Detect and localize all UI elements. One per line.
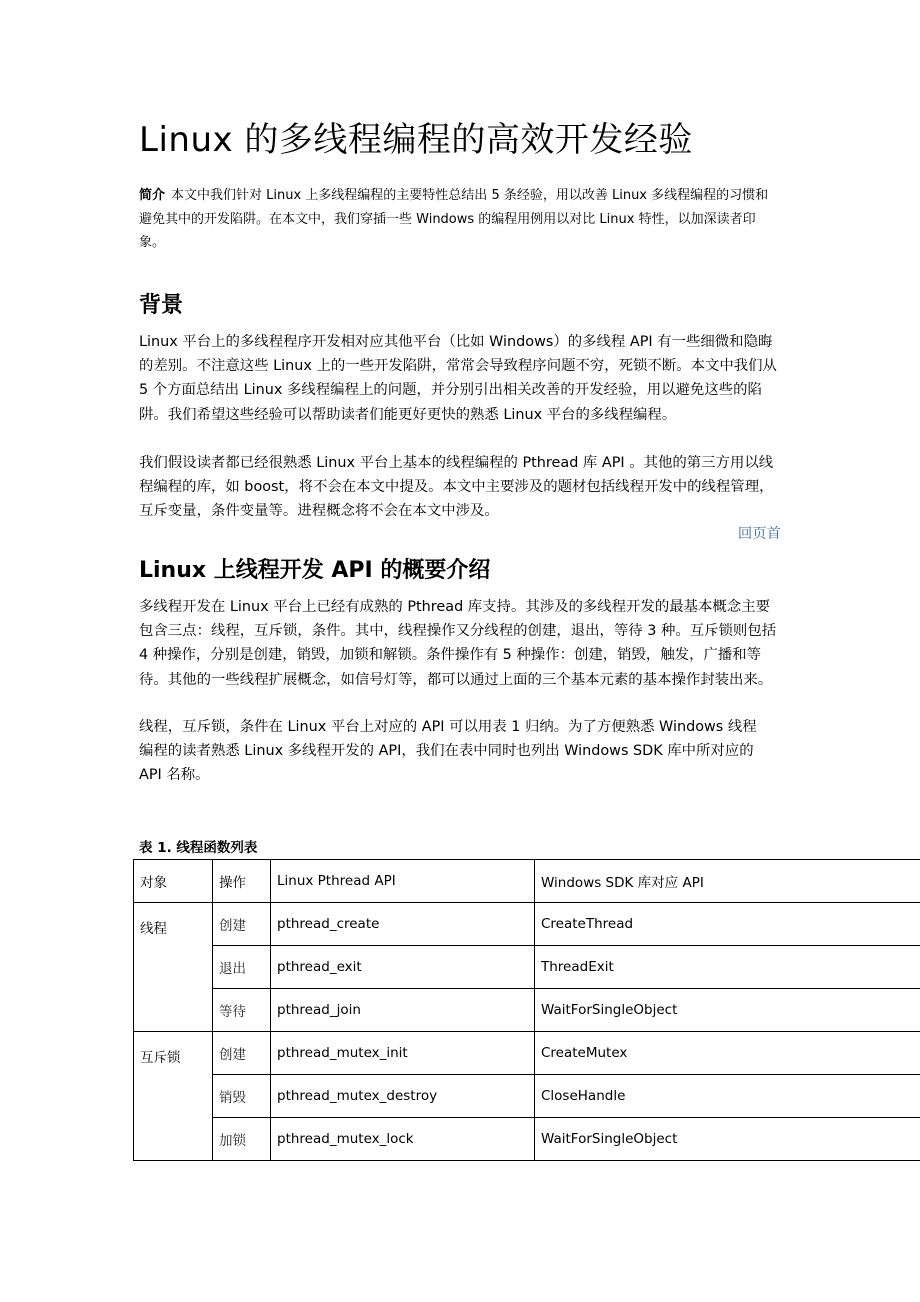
table-header-cell: 操作 [213,860,271,903]
background-paragraph-2: 我们假设读者都已经很熟悉 Linux 平台上基本的线程编程的 Pthread 库 API 。其他的第三方用以线程编程的库，如 boost，将不会在本文中提及。本文中主要涉及的题材包括线程开发中的线程管理，互斥变量，条件变量等。进程概念将不会在本文中涉及。 [139,455,774,520]
table-cell-windows-api: CloseHandle [535,1075,920,1118]
table-cell-linux-api: pthread_mutex_init [271,1032,535,1075]
api-intro-paragraph-1: 多线程开发在 Linux 平台上已经有成熟的 Pthread 库支持。其涉及的多线程开发的最基本概念主要包含三点：线程，互斥锁，条件。其中，线程操作又分线程的创建，退出，等待 3 种。互斥锁则包括 4 种操作，分别是创建，销毁，加锁和解锁。条件操作有 5 种操作：创建，销毁，触发，广播和等待。其他的一些线程扩展概念，如信号灯等，都可以通过上面的三个基本元素的基本操作封装出来。 [139,599,777,688]
intro-text: 本文中我们针对 Linux 上多线程编程的主要特性总结出 5 条经验，用以改善 Linux 多线程编程的习惯和避免其中的开发陷阱。在本文中，我们穿插一些 Windows 的编程用例用以对比 Linux 特性，以加深读者印象。 [139,188,769,250]
table-cell-object: 互斥锁 [134,1032,213,1161]
background-paragraph-1: Linux 平台上的多线程程序开发相对应其他平台（比如 Windows）的多线程 API 有一些细微和隐晦的差别。不注意这些 Linux 上的一些开发陷阱，常常会导致程序问题不穷，死锁不断。本文中我们从 5 个方面总结出 Linux 多线程编程上的问题，并分别引出相关改善的开发经验，用以避免这些的陷阱。我们希望这些经验可以帮助读者们能更好更快的熟悉 Linux 平台的多线程编程。 [139,334,777,423]
table-row [134,1032,920,1075]
table-cell-windows-api: CreateThread [535,903,920,946]
table-row [134,1118,920,1161]
table-cell-windows-api: WaitForSingleObject [535,989,920,1032]
table-row [134,946,920,989]
table-row [134,903,920,946]
table-cell-operation: 创建 [213,1032,271,1075]
table-cell-linux-api: pthread_exit [271,946,535,989]
table-cell-windows-api: WaitForSingleObject [535,1118,920,1161]
table-row [134,1075,920,1118]
table-caption: 表 1. 线程函数列表 [139,840,258,856]
table-cell-windows-api: ThreadExit [535,946,920,989]
table-header-cell: 对象 [134,860,213,903]
table-cell-operation: 加锁 [213,1118,271,1161]
table-header-row [134,860,920,903]
api-intro-paragraph-2: 线程，互斥锁，条件在 Linux 平台上对应的 API 可以用表 1 归纳。为了方便熟悉 Windows 线程编程的读者熟悉 Linux 多线程开发的 API，我们在表中同时也列出 Windows SDK 库中所对应的 API 名称。 [139,719,757,784]
table-cell-operation: 销毁 [213,1075,271,1118]
table-cell-linux-api: pthread_join [271,989,535,1032]
section-heading-background: 背景 [139,293,184,318]
table-cell-linux-api: pthread_mutex_lock [271,1118,535,1161]
table-cell-linux-api: pthread_create [271,903,535,946]
table-row [134,989,920,1032]
table-cell-operation: 创建 [213,903,271,946]
table-cell-linux-api: pthread_mutex_destroy [271,1075,535,1118]
table-header-cell: Linux Pthread API [271,860,535,903]
section-heading-api-intro: Linux 上线程开发 API 的概要介绍 [139,558,491,583]
intro-paragraph [139,184,781,255]
intro-label: 简介 [139,188,166,203]
table-cell-windows-api: CreateMutex [535,1032,920,1075]
thread-api-table [133,859,920,1161]
page-title: Linux 的多线程编程的高效开发经验 [139,120,693,160]
back-to-top-link[interactable]: 回页首 [737,526,781,542]
table-cell-operation: 等待 [213,989,271,1032]
table-cell-operation: 退出 [213,946,271,989]
table-cell-object: 线程 [134,903,213,1032]
table-header-cell: Windows SDK 库对应 API [535,860,920,903]
